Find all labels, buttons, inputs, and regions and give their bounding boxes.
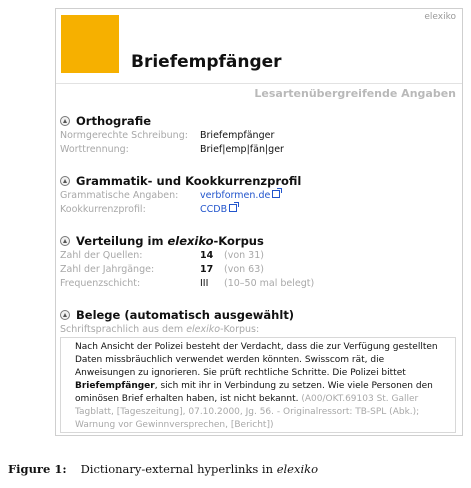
citation-text: Nach Ansicht der Polizei besteht der Verdacht, dass die zur Verfügung gestellten Daten missbräuchlich verwendet werden könnten. Swisscom rät, die Anweisungen zu ignorieren. Sie prüft rechtliche Schritte. Die Polizei bittet <box>75 342 438 378</box>
section-toggle-belege[interactable] <box>60 307 456 323</box>
section-toggle-orthografie[interactable] <box>60 113 456 129</box>
ccdb-link[interactable] <box>200 203 237 217</box>
info-row <box>60 249 456 263</box>
info-row <box>60 277 456 291</box>
info-row <box>60 129 456 143</box>
info-row <box>60 189 456 203</box>
caption-em: elexiko <box>276 462 319 476</box>
caption-text: Dictionary-external hyperlinks in <box>80 462 277 476</box>
collapse-arrow-icon[interactable] <box>60 236 70 246</box>
external-link-icon <box>229 204 237 212</box>
section-title: Belege (automatisch ausgewählt) <box>76 308 295 322</box>
info-row <box>60 143 456 157</box>
citation-keyword: Briefempfänger <box>75 381 155 391</box>
figure-caption <box>8 462 318 476</box>
row-label: Zahl der Jahrgänge: <box>60 264 155 275</box>
section-title: Verteilung im elexiko-Korpus <box>76 234 264 248</box>
subheader-bar <box>56 83 462 104</box>
section-title: Grammatik- und Kookkurrenzprofil <box>76 174 302 188</box>
row-value: Brief|emp|fän|ger <box>200 144 284 155</box>
citation-box <box>60 337 456 433</box>
collapse-arrow-icon[interactable] <box>60 116 70 126</box>
info-row <box>60 263 456 277</box>
collapse-arrow-icon[interactable] <box>60 176 70 186</box>
section-verteilung <box>60 233 456 291</box>
row-label: Grammatische Angaben: <box>60 190 179 201</box>
subheader-label: Lesartenübergreifende Angaben <box>254 87 456 100</box>
row-label: Kookkurrenzprofil: <box>60 204 146 215</box>
row-value: 17 (von 63) <box>200 264 264 275</box>
section-title: Orthografie <box>76 114 152 128</box>
elexiko-logo <box>61 15 119 73</box>
section-orthografie <box>60 113 456 157</box>
row-label: Frequenzschicht: <box>60 278 141 289</box>
caption-label: Figure 1: <box>8 462 67 476</box>
section-toggle-grammatik[interactable] <box>60 173 456 189</box>
section-toggle-verteilung[interactable] <box>60 233 456 249</box>
row-label: Zahl der Quellen: <box>60 250 143 261</box>
section-belege <box>60 307 456 337</box>
row-value: 14 (von 31) <box>200 250 264 261</box>
verbformen-link[interactable] <box>200 189 280 203</box>
collapse-arrow-icon[interactable] <box>60 310 70 320</box>
link-text[interactable]: CCDB <box>200 204 228 215</box>
citation-source: (A00/OKT.69103 St. Galler Tagblatt, [Tageszeitung], 07.10.2000, Jg. 56. - Originalressort: TB-SPL (Abk.); Warnung vor Gewinnversprechen, [Bericht]) <box>75 394 420 430</box>
row-value: Briefempfänger <box>200 130 275 141</box>
external-link-icon <box>272 190 280 198</box>
dictionary-entry-panel <box>55 8 463 436</box>
belege-intro: Schriftsprachlich aus dem elexiko-Korpus: <box>60 324 260 335</box>
brand-label: elexiko <box>424 12 456 22</box>
row-label: Worttrennung: <box>60 144 129 155</box>
row-label: Normgerechte Schreibung: <box>60 130 188 141</box>
info-row <box>60 203 456 217</box>
citation-text: , sich mit ihr in Verbindung zu setzen. Wie viele Personen den ominösen Brief erhalten haben, ist nicht bekannt. <box>75 381 433 404</box>
headword-title: Briefempfänger <box>131 52 282 72</box>
section-grammatik <box>60 173 456 217</box>
link-text[interactable]: verbformen.de <box>200 190 271 201</box>
row-value: III (10–50 mal belegt) <box>200 278 315 289</box>
